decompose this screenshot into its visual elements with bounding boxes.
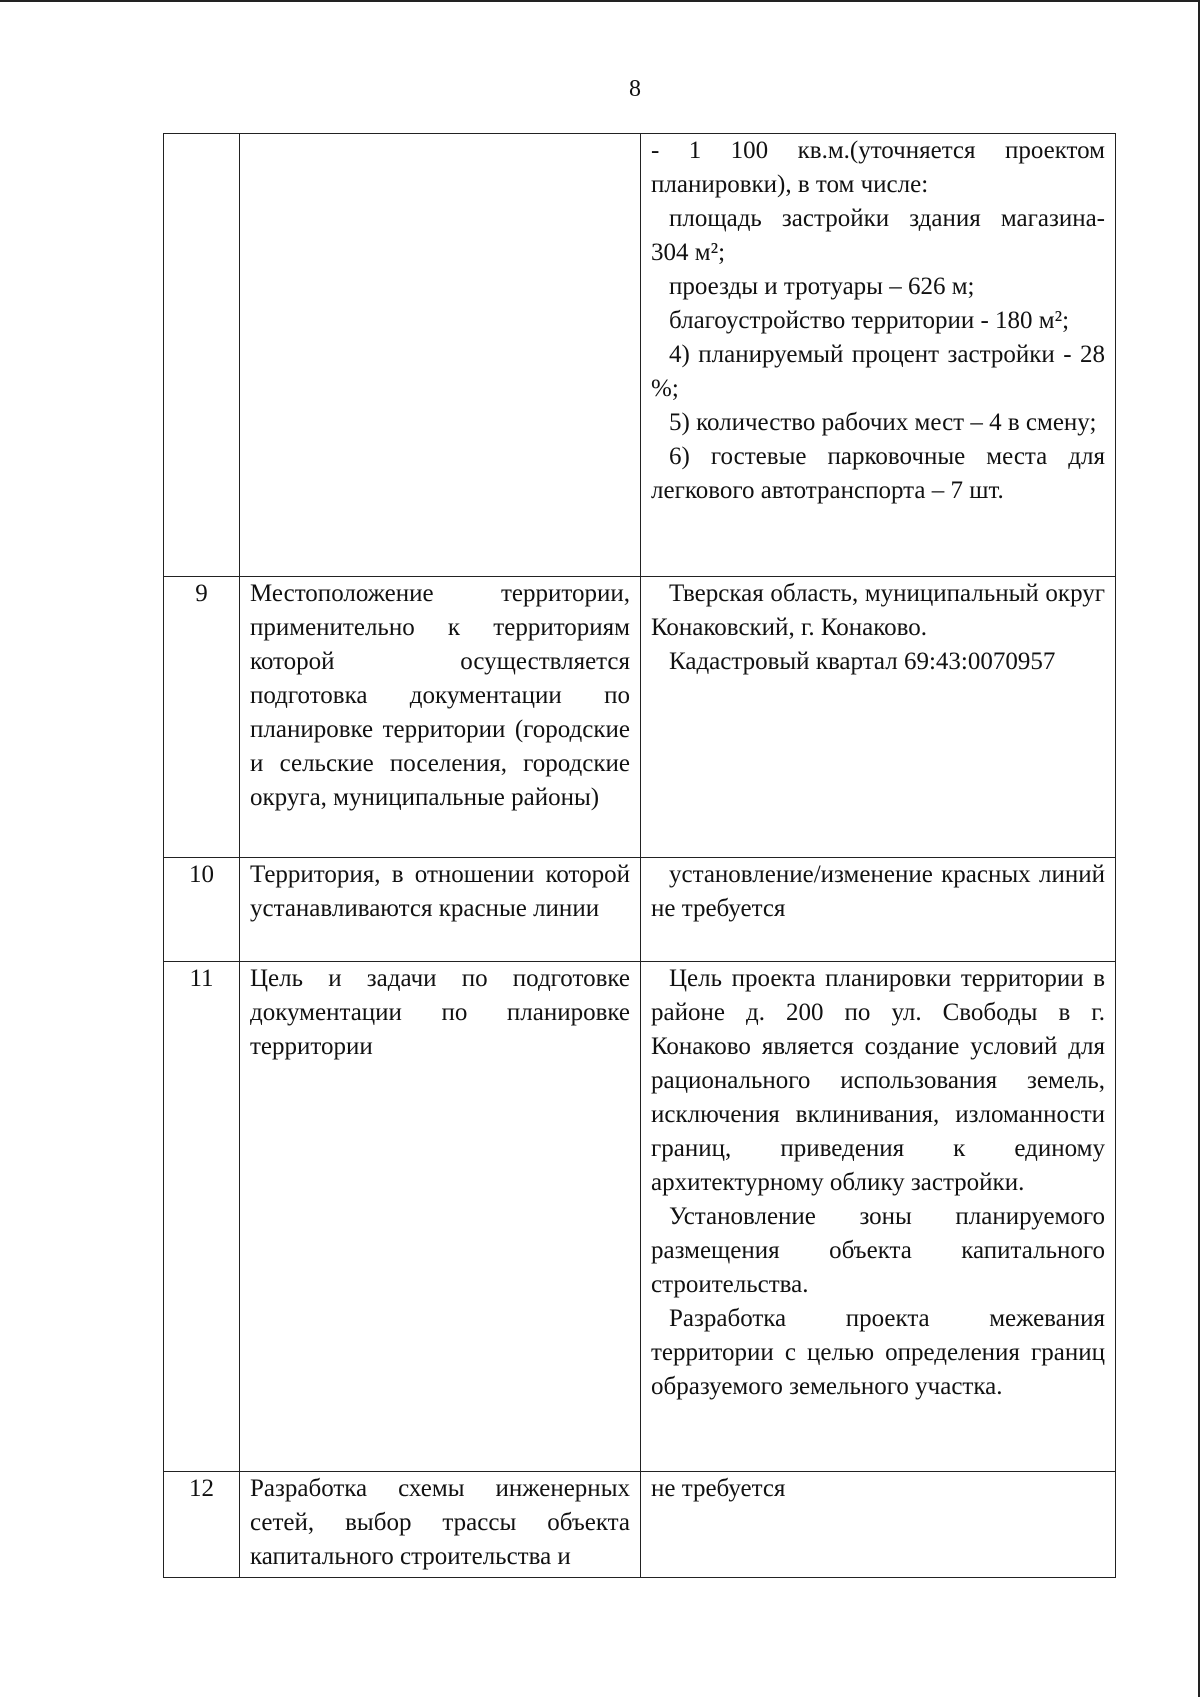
value-paragraph: установление/изменение красных линий не требуется — [651, 861, 1105, 922]
page-number: 8 — [629, 76, 641, 102]
value-paragraph: не требуется — [651, 1475, 786, 1502]
table-row — [164, 134, 1116, 577]
row-number: 12 — [164, 1472, 240, 1578]
row-number: 10 — [164, 858, 240, 962]
table-row — [164, 962, 1116, 1472]
row-label: Местоположение территории, применительно к территориям которой осуществляется подготовка документации по планировке территории (городские и сельские поселения, городские округа, муниципальные районы) — [240, 577, 641, 858]
table-row — [164, 1472, 1116, 1578]
value-paragraph: благоустройство территории - 180 м²; — [669, 307, 1070, 334]
value-paragraph: проезды и тротуары – 626 м; — [669, 273, 975, 300]
page-edge-top — [0, 0, 1200, 2]
value-paragraph: 5) количество рабочих мест – 4 в смену; — [669, 409, 1097, 436]
row-label: Цель и задачи по подготовке документации по планировке территории — [240, 962, 641, 1472]
row-number: 11 — [164, 962, 240, 1472]
value-paragraph: 6) гостевые парковочные места для легкового автотранспорта – 7 шт. — [651, 443, 1105, 504]
value-paragraph: Разработка проекта межевания территории с целью определения границ образуемого земельного участка. — [651, 1305, 1105, 1400]
requirements-table — [163, 133, 1116, 1578]
value-paragraph: 4) планируемый процент застройки - 28 %; — [651, 341, 1105, 402]
value-paragraph: Цель проекта планировки территории в районе д. 200 по ул. Свободы в г. Конаково является создание условий для рационального использования земель, исключения вклинивания, изломанности границ, приведения к единому архитектурному облику застройки. — [651, 965, 1105, 1196]
row-value — [641, 1472, 1116, 1578]
row-number — [164, 134, 240, 577]
value-paragraph: Установление зоны планируемого размещения объекта капитального строительства. — [651, 1203, 1105, 1298]
row-value — [641, 962, 1116, 1472]
value-paragraph: - 1 100 кв.м.(уточняется проектом планировки), в том числе: — [651, 137, 1105, 198]
row-label — [240, 134, 641, 577]
row-value — [641, 577, 1116, 858]
row-value — [641, 858, 1116, 962]
table-row — [164, 858, 1116, 962]
row-value — [641, 134, 1116, 577]
value-paragraph: площадь застройки здания магазина- 304 м²; — [651, 205, 1105, 266]
row-label: Разработка схемы инженерных сетей, выбор трассы объекта капитального строительства и — [240, 1472, 641, 1578]
row-label: Территория, в отношении которой устанавливаются красные линии — [240, 858, 641, 962]
value-paragraph: Кадастровый квартал 69:43:0070957 — [669, 648, 1056, 675]
table-row — [164, 577, 1116, 858]
row-number: 9 — [164, 577, 240, 858]
value-paragraph: Тверская область, муниципальный округ Конаковский, г. Конаково. — [651, 580, 1105, 641]
